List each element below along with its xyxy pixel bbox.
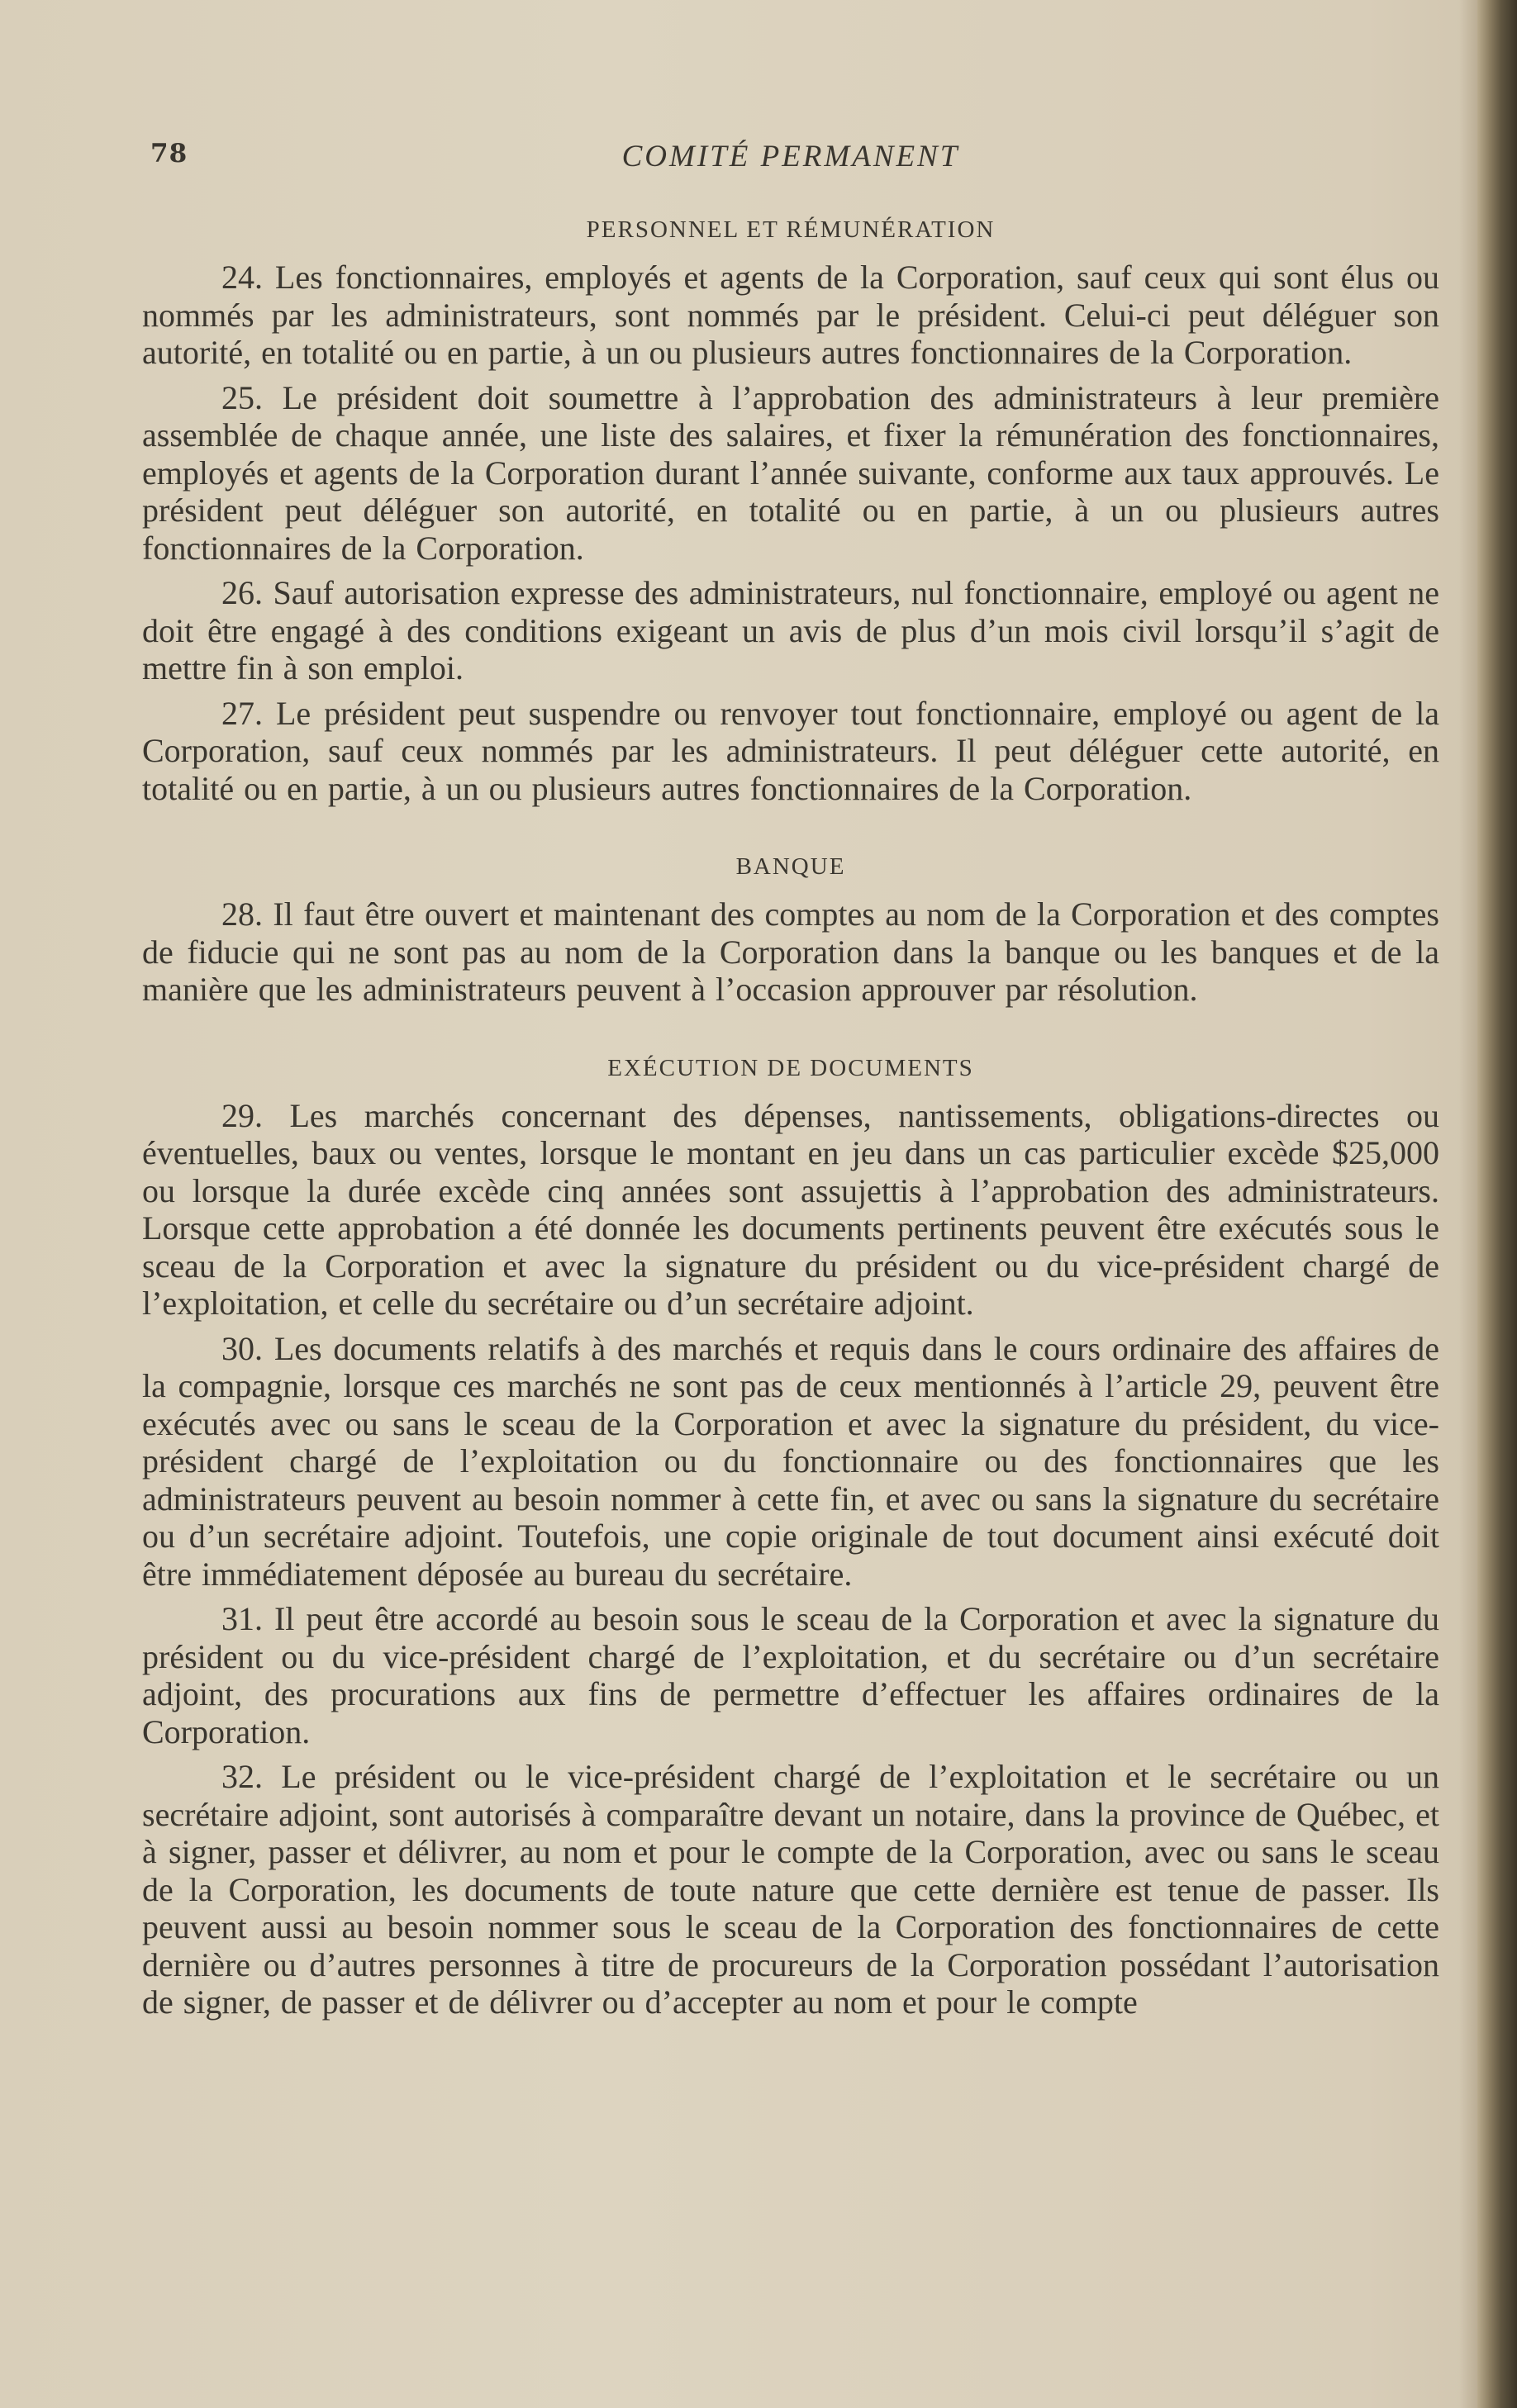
book-edge: [1477, 0, 1517, 2408]
article-25: 25. Le président doit soumettre à l’approbation des administrateurs à leur première assemblée de chaque année, une liste des salaires, et fixer la rémunération des fonctionnaires, employés et agents de la Corporation durant l’année suivante, conforme aux taux approuvés. Le président peut déléguer son autorité, en totalité ou en partie, à un ou plusieurs autres fonctionnaires de la Corporation.: [142, 378, 1439, 567]
article-31: 31. Il peut être accordé au besoin sous le sceau de la Corporation et avec la signature du président ou du vice-président chargé de l’exploitation, et du secrétaire ou d’un secrétaire adjoint, des procurations aux fins de permettre d’effectuer les affaires ordinaires de la Corporation.: [142, 1600, 1439, 1750]
article-29: 29. Les marchés concernant des dépenses, nantissements, obligations-directes ou éventuelles, baux ou ventes, lorsque le montant en jeu dans un cas particulier excède $25,000 ou lorsque la durée excède cinq années sont assujettis à l’approbation des administrateurs. Lorsque cette approbation a été donnée les documents pertinents peuvent être exécutés sous le sceau de la Corporation et avec la signature du président ou du vice-président chargé de l’exploitation, et celle du secrétaire ou d’un secrétaire adjoint.: [142, 1096, 1439, 1322]
section-heading: BANQUE: [735, 853, 846, 880]
section-execution-documents: [142, 1055, 1439, 2021]
section-heading: EXÉCUTION DE DOCUMENTS: [607, 1054, 974, 1081]
article-24: 24. Les fonctionnaires, employés et agents de la Corporation, sauf ceux qui sont élus ou nommés par les administrateurs, sont nommés par le président. Celui-ci peut déléguer son autorité, en totalité ou en partie, à un ou plusieurs autres fonctionnaires de la Corporation.: [142, 259, 1439, 371]
running-title: COMITÉ PERMANENT: [621, 140, 960, 173]
page-header: [142, 139, 1439, 180]
page-body: [142, 216, 1439, 2029]
article-28: 28. Il faut être ouvert et maintenant des comptes au nom de la Corporation et des comptes de fiducie qui ne sont pas au nom de la Corporation dans la banque ou les banques et de la manière que les administrateurs peuvent à l’occasion approuver par résolution.: [142, 895, 1439, 1008]
section-personnel: [142, 216, 1439, 807]
page-number: 78: [150, 139, 188, 169]
article-32: 32. Le président ou le vice-président chargé de l’exploitation et le secrétaire ou un secrétaire adjoint, sont autorisés à comparaître devant un notaire, dans la province de Québec, et à signer, passer et délivrer, au nom et pour le compte de la Corporation, avec ou sans le sceau de la Corporation, les documents de toute nature que cette dernière est tenue de passer. Ils peuvent aussi au besoin nommer sous le sceau de la Corporation des fonctionnaires de cette dernière ou d’autres personnes à titre de procureurs de la Corporation possédant l’autorisation de signer, de passer et de délivrer ou d’accepter au nom et pour le compte: [142, 1758, 1439, 2021]
section-heading: PERSONNEL ET RÉMUNÉRATION: [586, 216, 996, 243]
article-27: 27. Le président peut suspendre ou renvoyer tout fonctionnaire, employé ou agent de la Corporation, sauf ceux nommés par les administrateurs. Il peut déléguer cette autorité, en totalité ou en partie, à un ou plusieurs autres fonctionnaires de la Corporation.: [142, 694, 1439, 807]
article-30: 30. Les documents relatifs à des marchés et requis dans le cours ordinaire des affaires de la compagnie, lorsque ces marchés ne sont pas de ceux mentionnés à l’article 29, peuvent être exécutés avec ou sans le sceau de la Corporation et avec la signature du président, du vice-président chargé de l’exploitation ou du fonctionnaire ou des fonctionnaires que les administrateurs peuvent au besoin nommer à cette fin, et avec ou sans la signature du secrétaire ou d’un secrétaire adjoint. Toutefois, une copie originale de tout document ainsi exécuté doit être immédiatement déposée au bureau du secrétaire.: [142, 1329, 1439, 1593]
page-gutter-shadow: [1459, 0, 1477, 2408]
section-banque: [142, 853, 1439, 1009]
article-26: 26. Sauf autorisation expresse des administrateurs, nul fonctionnaire, employé ou agent ne doit être engagé à des conditions exigeant un avis de plus d’un mois civil lorsqu’il s’agit de mettre fin à son emploi.: [142, 574, 1439, 686]
